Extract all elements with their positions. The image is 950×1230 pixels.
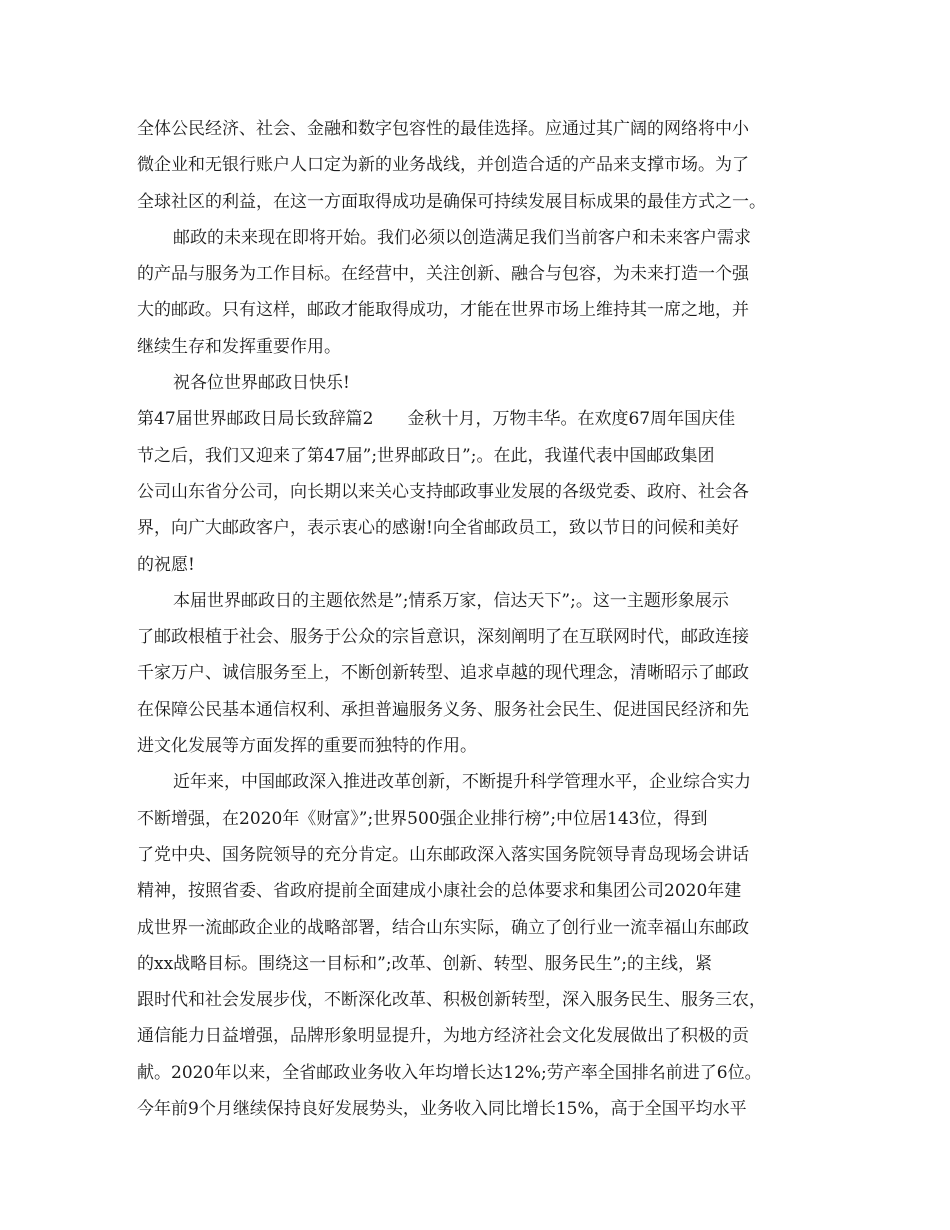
text-line: 全球社区的利益，在这一方面取得成功是确保可持续发展目标成果的最佳方式之一。 bbox=[137, 191, 766, 212]
text-line: 跟时代和社会发展步伐，不断深化改革、积极创新转型，深入服务民生、服务三农， bbox=[137, 990, 766, 1011]
text-line: 进文化发展等方面发挥的重要而独特的作用。 bbox=[137, 736, 477, 757]
paragraph-start: 近年来，中国邮政深入推进改革创新，不断提升科学管理水平，企业综合实力 bbox=[173, 772, 751, 793]
text-line: 全体公民经济、社会、金融和数字包容性的最佳选择。应通过其广阔的网络将中小 bbox=[137, 119, 749, 139]
paragraph-start: 本届世界邮政日的主题依然是”;情系万家，信达天下”;。这一主题形象展示 bbox=[173, 590, 729, 611]
text-line: 千家万户、诚信服务至上，不断创新转型、追求卓越的现代理念，清晰昭示了邮政 bbox=[137, 663, 749, 684]
section-heading: 第47届世界邮政日局长致辞篇2 bbox=[137, 409, 374, 430]
text-line: 成世界一流邮政企业的战略部署，结合山东实际，确立了创行业一流幸福山东邮政 bbox=[137, 917, 749, 938]
text-line: 了党中央、国务院领导的充分肯定。山东邮政深入落实国务院领导青岛现场会讲话 bbox=[137, 844, 749, 865]
text-line: 了邮政根植于社会、服务于公众的宗旨意识，深刻阐明了在互联网时代，邮政连接 bbox=[137, 627, 749, 648]
text-line: 的祝愿! bbox=[137, 554, 195, 575]
text-line: 在保障公民基本通信权利、承担普遍服务义务、服务社会民生、促进国民经济和先 bbox=[137, 699, 749, 720]
text-line: 的产品与服务为工作目标。在经营中，关注创新、融合与包容，为未来打造一个强 bbox=[137, 264, 749, 285]
document-body bbox=[137, 111, 827, 1127]
text-line: 献。2020年以来，全省邮政业务收入年均增长达12%;劳产率全国排名前进了6位。 bbox=[137, 1062, 762, 1083]
text-line: 微企业和无银行账户人口定为新的业务战线，并创造合适的产品来支撑市场。为了 bbox=[137, 155, 749, 176]
greeting-line: 祝各位世界邮政日快乐! bbox=[173, 373, 350, 394]
text-segment: 金秋十月，万物丰华。在欢度67周年国庆佳 bbox=[407, 409, 736, 430]
text-line: 界，向广大邮政客户，表示衷心的感谢!向全省邮政员工，致以节日的问候和美好 bbox=[137, 518, 739, 539]
text-line: 通信能力日益增强，品牌形象明显提升，为地方经济社会文化发展做出了积极的贡 bbox=[137, 1026, 749, 1047]
text-line: 大的邮政。只有这样，邮政才能取得成功，才能在世界市场上维持其一席之地，并 bbox=[137, 300, 749, 321]
paragraph-start: 邮政的未来现在即将开始。我们必须以创造满足我们当前客户和未来客户需求 bbox=[173, 227, 751, 248]
text-line: 节之后，我们又迎来了第47届”;世界邮政日”;。在此，我谨代表中国邮政集团 bbox=[137, 445, 715, 466]
section-heading-line bbox=[137, 401, 827, 437]
text-line: 继续生存和发挥重要作用。 bbox=[137, 336, 341, 357]
text-line: 的xx战略目标。围绕这一目标和”;改革、创新、转型、服务民生”;的主线，紧 bbox=[137, 953, 713, 974]
text-line: 不断增强，在2020年《财富》”;世界500强企业排行榜”;中位居143位，得到 bbox=[137, 808, 708, 829]
text-line: 今年前9个月继续保持良好发展势头，业务收入同比增长15%，高于全国平均水平 bbox=[137, 1099, 747, 1120]
text-line: 精神，按照省委、省政府提前全面建成小康社会的总体要求和集团公司2020年建 bbox=[137, 881, 742, 902]
text-line: 公司山东省分公司，向长期以来关心支持邮政事业发展的各级党委、政府、社会各 bbox=[137, 481, 749, 502]
